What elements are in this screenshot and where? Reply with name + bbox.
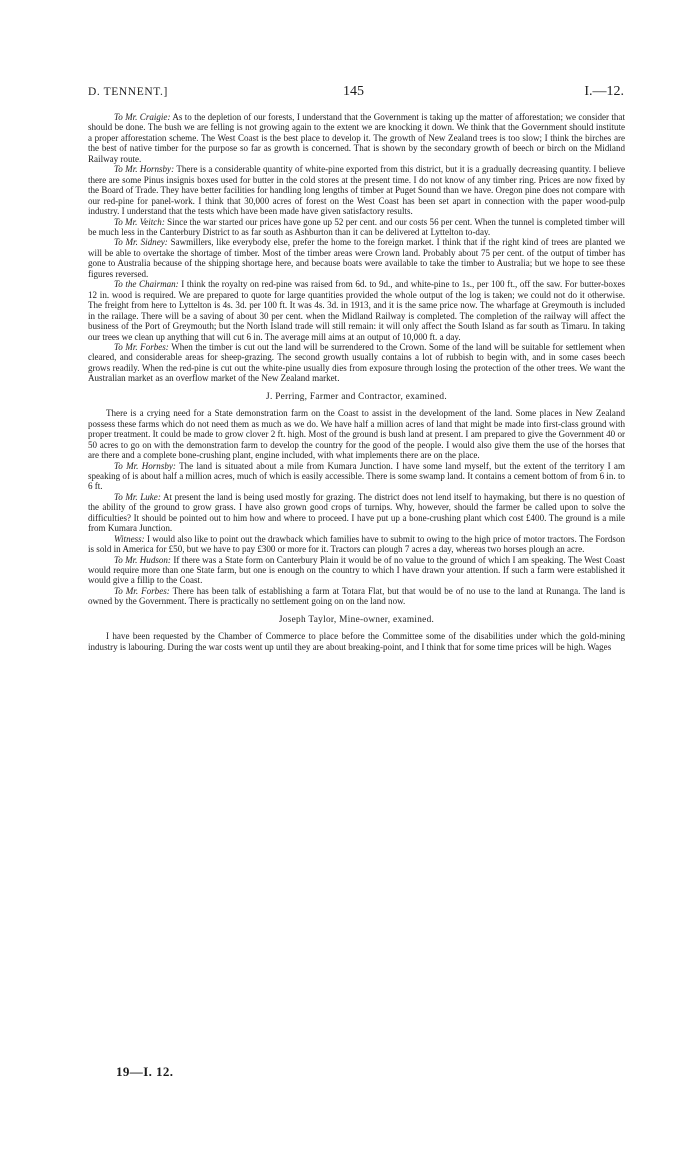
paragraph bbox=[88, 237, 625, 279]
paragraph-text: As to the depletion of our forests, I understand that the Government is taking up the matter of afforestation; we consider that should be done. The bush we are felling is not growing again to the extent we are knocking it down. We think that the Government should institute a proper afforestation scheme. The West Coast is the best place to develop it. The growth of New Zealand trees is too slow; I think the birches are the best of native timber for the purpose so far as growth is concerned. That is shown by the secondary growth of beech or birch on the Midland Railway route. bbox=[88, 112, 625, 164]
paragraph-text: If there was a State form on Canterbury Plain it would be of no value to the ground of which I am speaking. The West Coast would require more than one State farm, but one is enough on the country to which I have drawn your attention. If such a farm were established it would give a fillip to the Coast. bbox=[88, 554, 626, 586]
speaker-label: To Mr. Forbes: bbox=[114, 585, 170, 596]
paragraph-text: There is a crying need for a State demonstration farm on the Coast to assist in the development of the land. Some places in New Zealand possess these farms which do not need them as much as we do. We have half a million acres of land that might be made into first-class ground with proper treatment. It could be made to grow clover 2 ft. high. Most of the ground is bush land at present. I am prepared to give the Government 40 or 50 acres to go on with the demonstration farm to develop the country for the good of the people. I would also give them the use of the horses that are there and a complete bone-crushing plant, engine included, with what implements there are on the place. bbox=[88, 408, 625, 461]
speaker-label: To Mr. Forbes: bbox=[114, 341, 169, 352]
report-reference: I.—12. bbox=[584, 84, 624, 99]
body-text bbox=[88, 112, 625, 652]
signature-mark: 19—I. 12. bbox=[116, 1064, 174, 1079]
speaker-label: To Mr. Hornsby: bbox=[114, 164, 175, 175]
paragraph bbox=[88, 461, 625, 492]
paragraph-text: I have been requested by the Chamber of Commerce to place before the Committee some of the disabilities under which the gold-mining industry is labouring. During the war costs went up until they are about breaking-point, and I think that for some time prices will be high. Wages bbox=[88, 631, 625, 652]
speaker-label: Witness: bbox=[114, 533, 145, 544]
paragraph bbox=[88, 279, 625, 342]
paragraph-text: When the timber is cut out the land will be surrendered to the Crown. Some of the land will be suitable for settlement when cleared, and considerable areas for sheep-grazing. The second growth usually contains a lot of rubbish to begin with, and in some cases beech grows readily. When the red-pine is cut out the white-pine usually dies from exposure through losing the protection of the other trees. We want the Australian market as an overflow market of the New Zealand market. bbox=[88, 341, 625, 384]
speaker-label: To Mr. Hudson: bbox=[114, 554, 171, 565]
paragraph-text: There has been talk of establishing a farm at Totara Flat, but that would be of no use to the land at Runanga. The land is owned by the Government. There is practically no settlement going on on the land now. bbox=[88, 585, 625, 607]
paragraph bbox=[88, 342, 625, 384]
paragraph bbox=[88, 217, 625, 238]
paragraph bbox=[88, 534, 625, 555]
witness-heading: J. Perring, Farmer and Contractor, examined. bbox=[266, 391, 447, 402]
paragraph-text: Since the war started our prices have gone up 52 per cent. and our costs 56 per cent. When the tunnel is completed timber will be much less in the Canterbury District to as far south as Ashburton than it can be delivered at Lyttelton to-day. bbox=[88, 216, 625, 237]
speaker-label: To Mr. Sidney: bbox=[114, 237, 168, 248]
paragraph bbox=[88, 164, 625, 216]
witness-heading: Joseph Taylor, Mine-owner, examined. bbox=[278, 614, 435, 625]
page-header bbox=[88, 86, 624, 102]
paragraph bbox=[88, 112, 625, 164]
paragraph-text: There is a considerable quantity of white-pine exported from this district, but it is a gradually decreasing quantity. I believe there are some Pinus insignis boxes used for butter in the cold stores at the present time. I do not know of any timber ring. Prices are now fixed by the Board of Trade. They have better facilities for handling long lengths of timber at Puget Sound than we have. Oregon pine does not compare with our red-pine for panel-work. I think that 30,000 acres of forest on the West Coast has been set apart in connection with the paper wood-pulp industry. I understand that the tests which have been made have given satisfactory results. bbox=[88, 164, 625, 217]
paragraph-text: Sawmillers, like everybody else, prefer the home to the foreign market. I think that if the right kind of trees are planted we will be able to overtake the shortage of timber. Most of the timber areas were Crown land. Probably about 75 per cent. of the output of timber has gone to Australia because of the shipping shortage here, and because boats were available to take the timber to Australia; but we hope to see these figures reversed. bbox=[88, 237, 625, 279]
header-witness-name: D. TENNENT.] bbox=[88, 86, 168, 98]
paragraph bbox=[88, 586, 625, 607]
paragraph bbox=[88, 555, 625, 586]
paragraph-text: I would also like to point out the drawback which families have to submit to owing to the high price of motor tractors. The Fordson is sold in America for £50, but we have to pay £300 or more for it. Tractors can plough 7 acres a day, whereas two horses plough an acre. bbox=[88, 533, 625, 555]
paragraph-text: I think the royalty on red-pine was raised from 6d. to 9d., and white-pine to 1s., per 100 ft., off the saw. For butter-boxes 12 in. wood is required. We are prepared to quote for large quantities provided the whole output of the log is taken; we could not do it otherwise. The freight from here to Lyttelton is 4s. 3d. per 100 ft. It was 4s. 3d. in 1913, and it is the same price now. The wharfage at Greymouth is included in the railage. There will be a saving of about 30 per cent. when the Midland Railway is completed. The completion of the railway will affect the business of the Port of Greymouth; but the North Island trade will still remain: it will only affect the South Island as far south as Timaru. In taking our trees we clean up anything that will cut 6 in. The average mill aims at an output of 10,000 ft. a day. bbox=[88, 279, 626, 342]
speaker-label: To the Chairman: bbox=[114, 279, 179, 290]
page-number: 145 bbox=[343, 84, 364, 99]
paragraph-text: The land is situated about a mile from Kumara Junction. I have some land myself, but the extent of the territory I am speaking of is about half a million acres, much of which is easily accessible. There is some swamp land. It contains a cement bottom of from 6 in. to 6 ft. bbox=[88, 460, 625, 492]
speaker-label: To Mr. Craigie: bbox=[114, 112, 171, 122]
speaker-label: To Mr. Veitch: bbox=[114, 216, 165, 227]
speaker-label: To Mr. Luke: bbox=[114, 491, 161, 502]
paragraph bbox=[88, 631, 625, 652]
speaker-label: To Mr. Hornsby: bbox=[114, 460, 176, 471]
paragraph-text: At present the land is being used mostly for grazing. The district does not lend itself to haymaking, but there is no question of the ability of the ground to grow grass. I have also grown good crops of turnips. Why, however, should the farmer be called upon to solve the difficulties? It should be pointed out to him how and where to proceed. I have put up a bone-crushing plant which cost £400. The ground is a mile from Kumara Junction. bbox=[88, 491, 626, 534]
paragraph bbox=[88, 492, 625, 534]
paragraph bbox=[88, 408, 625, 460]
